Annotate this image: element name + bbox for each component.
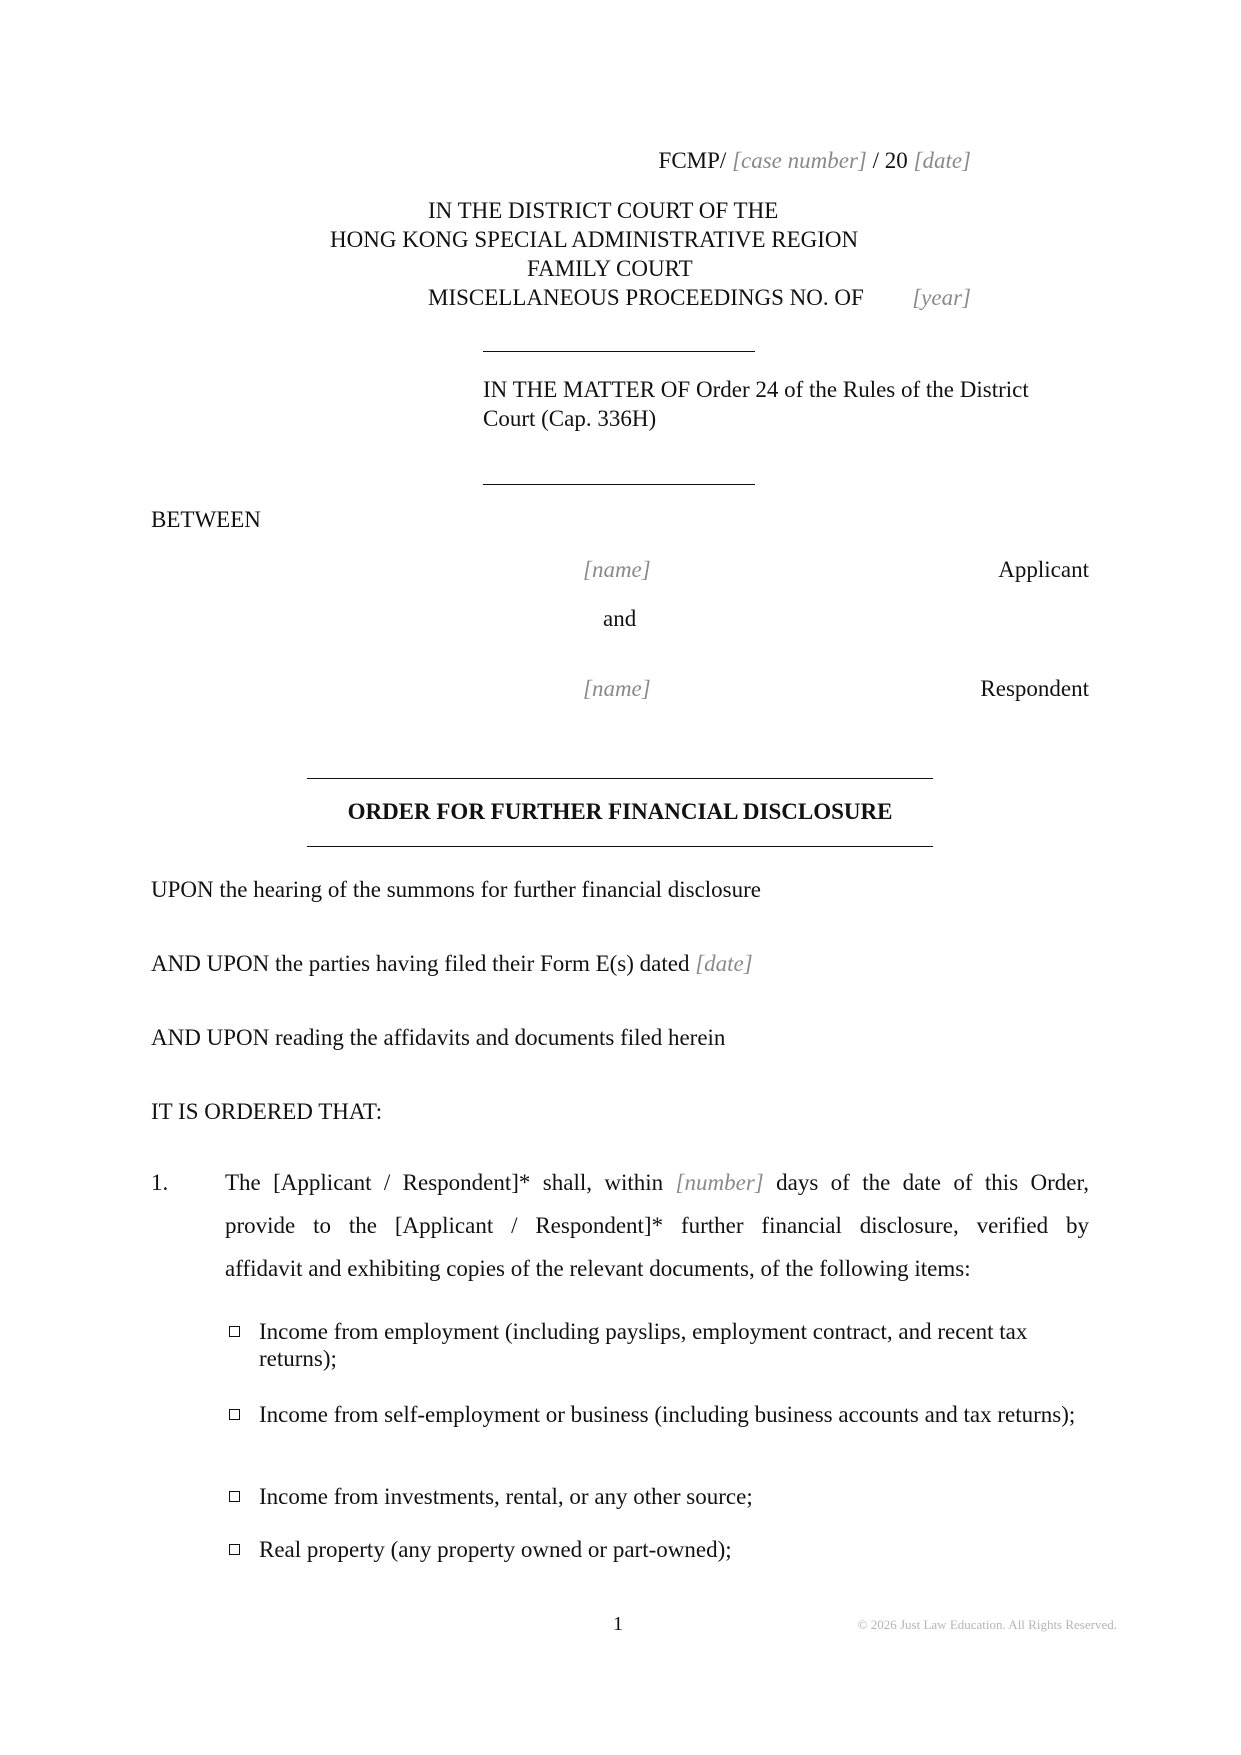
checkbox[interactable]	[229, 1326, 240, 1337]
applicant-role: Applicant	[998, 557, 1089, 582]
case-ref-prefix: FCMP/	[658, 148, 727, 173]
case-reference	[659, 148, 971, 174]
matter-top-rule	[483, 351, 755, 352]
clause1-line1	[225, 1170, 1089, 1196]
clause1-line1-start: The [Applicant / Respondent]* shall, within	[225, 1170, 664, 1195]
clause1-line2: provide to the [Applicant / Respondent]* further financial disclosure, verified by	[225, 1213, 1089, 1238]
recital-upon-hearing: UPON the hearing of the summons for further financial disclosure	[151, 877, 761, 902]
title-top-rule	[307, 778, 933, 779]
checkbox[interactable]	[229, 1409, 240, 1420]
copyright-notice: © 2026 Just Law Education. All Rights Reserved.	[857, 1617, 1117, 1632]
between-label: BETWEEN	[151, 507, 261, 532]
checkbox[interactable]	[229, 1544, 240, 1555]
court-heading-line3: FAMILY COURT	[527, 256, 693, 281]
court-heading-line2: HONG KONG SPECIAL ADMINISTRATIVE REGION	[330, 227, 859, 252]
days-number-placeholder: [number]	[675, 1170, 764, 1195]
checklist-item-label: Real property (any property owned or part-owned);	[259, 1537, 732, 1562]
respondent-name-placeholder: [name]	[583, 676, 651, 701]
respondent-role: Respondent	[980, 676, 1089, 701]
checklist-item-label: Income from self-employment or business (including business accounts and tax returns);	[259, 1402, 1076, 1427]
and-separator: and	[603, 606, 637, 631]
recital-upon-reading: AND UPON reading the affidavits and documents filed herein	[151, 1025, 726, 1050]
court-heading-line1: IN THE DISTRICT COURT OF THE	[428, 198, 779, 223]
case-ref-year-prefix: / 20	[872, 148, 908, 173]
clause1-line3: affidavit and exhibiting copies of the relevant documents, of the following items:	[225, 1256, 971, 1281]
title-bottom-rule	[307, 846, 933, 847]
checklist-item-label: Income from investments, rental, or any other source;	[259, 1484, 753, 1509]
checklist-item-label: Income from employment (including payslips, employment contract, and recent tax returns);	[259, 1319, 1028, 1371]
form-e-date-placeholder: [date]	[695, 951, 753, 976]
matter-line2: Court (Cap. 336H)	[483, 406, 657, 431]
page-number: 1	[613, 1613, 623, 1635]
order-title: ORDER FOR FURTHER FINANCIAL DISCLOSURE	[347, 799, 893, 824]
year-placeholder: [year]	[912, 285, 971, 310]
case-date-placeholder: [date]	[913, 148, 971, 173]
ordered-heading: IT IS ORDERED THAT:	[151, 1099, 383, 1124]
recital-upon-filed	[151, 951, 753, 977]
clause-number: 1.	[151, 1170, 169, 1195]
case-number-placeholder: [case number]	[732, 148, 867, 173]
applicant-name-placeholder: [name]	[583, 557, 651, 582]
recital-upon-filed-text: AND UPON the parties having filed their Form E(s) dated	[151, 951, 690, 976]
matter-bottom-rule	[483, 484, 755, 485]
matter-line1: IN THE MATTER OF Order 24 of the Rules of the District	[483, 377, 1029, 402]
court-heading-line4: MISCELLANEOUS PROCEEDINGS NO. OF	[428, 285, 864, 310]
checkbox[interactable]	[229, 1491, 240, 1502]
clause1-line1-end: days of the date of this Order,	[776, 1170, 1089, 1195]
